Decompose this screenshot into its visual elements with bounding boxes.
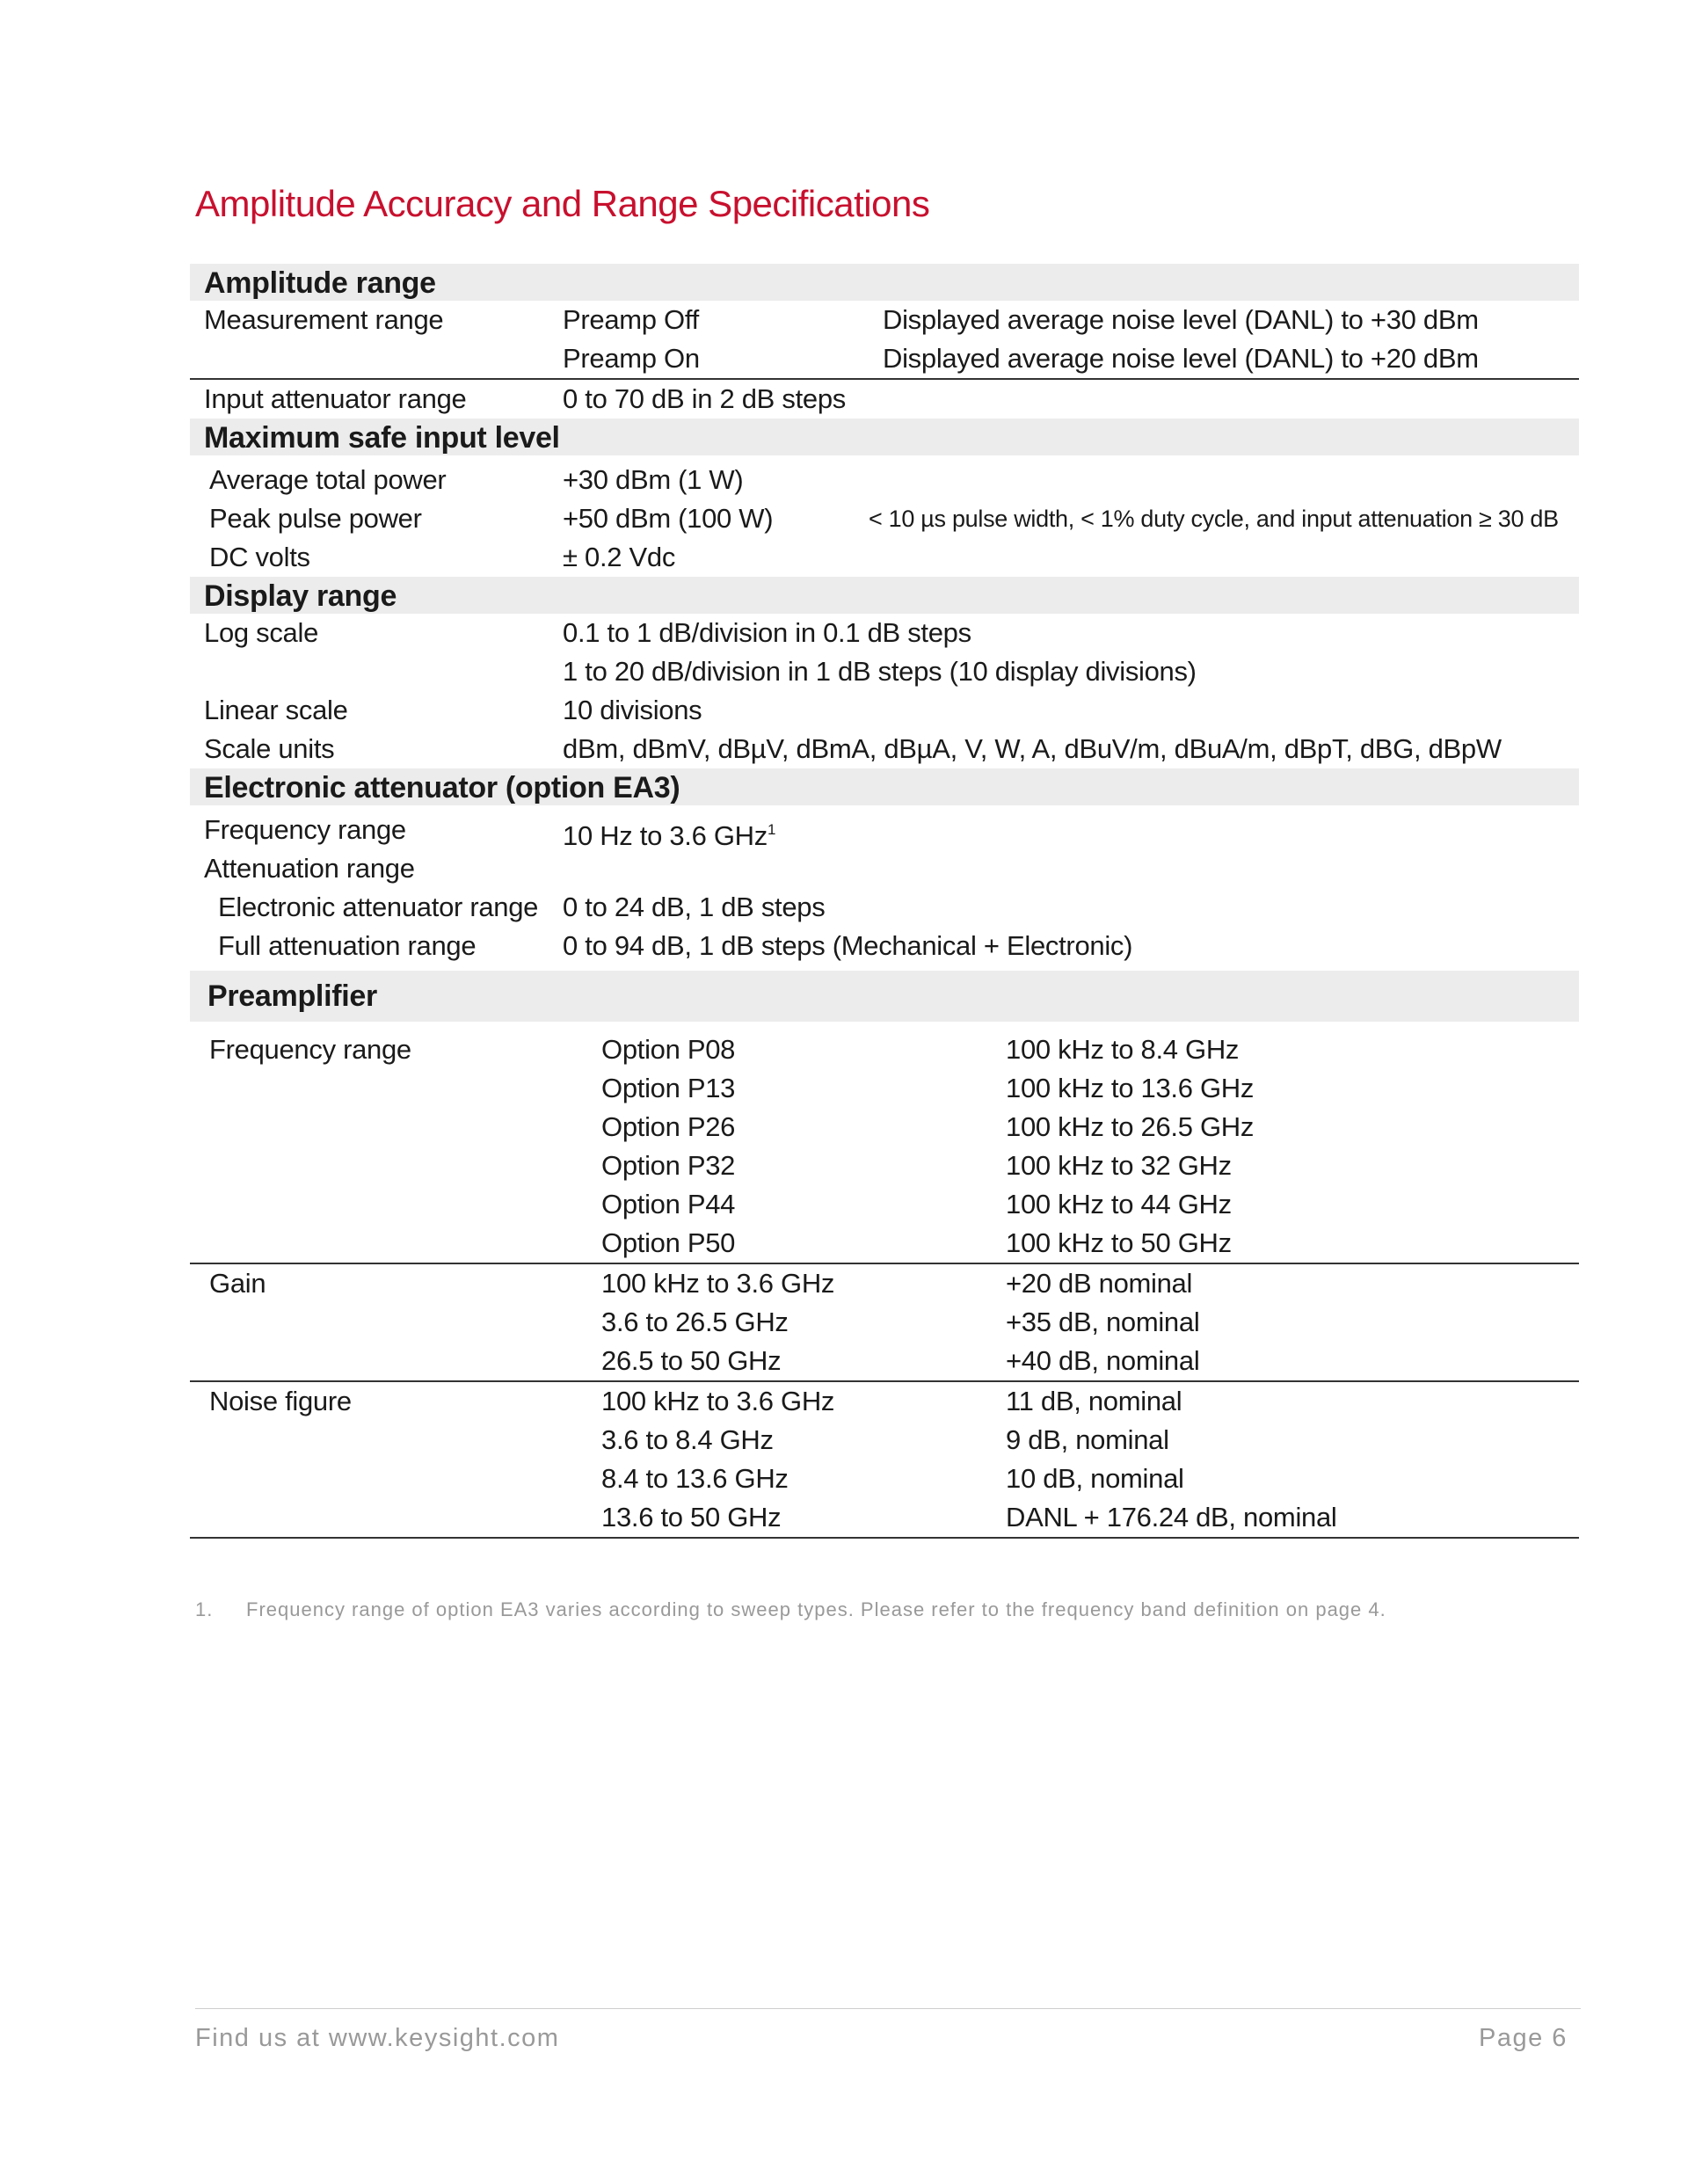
row-option: Option P44 — [601, 1189, 736, 1219]
table-row — [190, 1030, 1579, 1069]
row-value: DANL + 176.24 dB, nominal — [1006, 1502, 1337, 1532]
table-row — [190, 614, 1579, 652]
row-value: 100 kHz to 8.4 GHz — [1006, 1034, 1240, 1065]
footer-divider — [195, 2008, 1581, 2009]
row-value: Displayed average noise level (DANL) to +20 dBm — [883, 343, 1479, 374]
row-label: DC volts — [209, 542, 310, 572]
row-label: Measurement range — [204, 304, 444, 335]
table-row — [190, 461, 1579, 499]
table-row — [190, 691, 1579, 730]
row-value: 100 kHz to 32 GHz — [1006, 1150, 1232, 1181]
row-value: 100 kHz to 26.5 GHz — [1006, 1111, 1255, 1142]
row-label: Frequency range — [204, 814, 406, 845]
row-option: Option P32 — [601, 1150, 736, 1181]
row-condition: Preamp On — [563, 343, 700, 374]
table-row — [190, 339, 1579, 380]
table-row — [190, 1342, 1579, 1382]
footnote-ref: 1 — [767, 821, 776, 838]
row-value: 1 to 20 dB/division in 1 dB steps (10 display divisions) — [563, 656, 1197, 687]
table-row — [190, 1421, 1579, 1460]
row-option: Option P26 — [601, 1111, 736, 1142]
row-value: 9 dB, nominal — [1006, 1424, 1169, 1455]
row-band: 13.6 to 50 GHz — [601, 1502, 782, 1532]
table-row — [190, 499, 1579, 538]
row-band: 26.5 to 50 GHz — [601, 1345, 782, 1376]
row-value: dBm, dBmV, dBµV, dBmA, dBµA, V, W, A, dBuV/m, dBuA/m, dBpT, dBG, dBpW — [563, 733, 1502, 764]
table-row — [190, 380, 1579, 419]
table-row — [190, 927, 1579, 965]
table-row — [190, 1108, 1579, 1147]
footer-website-link[interactable]: Find us at www.keysight.com — [195, 2024, 560, 2052]
table-row — [190, 1382, 1579, 1421]
row-label: Linear scale — [204, 695, 348, 725]
spec-table — [190, 264, 1579, 1539]
section-heading-electronic-attenuator: Electronic attenuator (option EA3) — [190, 768, 1579, 805]
section-heading-amplitude-range: Amplitude range — [190, 264, 1579, 301]
table-row — [190, 301, 1579, 339]
row-value: 0 to 94 dB, 1 dB steps (Mechanical + Electronic) — [563, 930, 1133, 961]
table-row — [190, 1224, 1579, 1264]
row-label: Peak pulse power — [209, 503, 422, 534]
page-number: Page 6 — [1479, 2024, 1568, 2052]
row-value: 10 divisions — [563, 695, 702, 725]
row-label: Noise figure — [209, 1386, 352, 1416]
row-band: 3.6 to 26.5 GHz — [601, 1307, 789, 1337]
row-label: Frequency range — [209, 1034, 411, 1065]
row-label: Full attenuation range — [218, 930, 477, 961]
table-row — [190, 1185, 1579, 1224]
table-row — [190, 730, 1579, 768]
section-heading-display-range: Display range — [190, 577, 1579, 614]
row-label: Log scale — [204, 617, 319, 648]
row-value: +20 dB nominal — [1006, 1268, 1193, 1299]
row-value: 100 kHz to 44 GHz — [1006, 1189, 1232, 1219]
row-label: Scale units — [204, 733, 335, 764]
row-band: 100 kHz to 3.6 GHz — [601, 1268, 835, 1299]
footnote-text: Frequency range of option EA3 varies according to sweep types. Please refer to the frequency band definition on page 4. — [246, 1598, 1386, 1620]
row-value: +40 dB, nominal — [1006, 1345, 1200, 1376]
row-value: +35 dB, nominal — [1006, 1307, 1200, 1337]
row-value: Displayed average noise level (DANL) to +30 dBm — [883, 304, 1479, 335]
row-value: 0 to 70 dB in 2 dB steps — [563, 383, 846, 414]
footnote-number: 1. — [195, 1598, 214, 1620]
footnote — [195, 1598, 1386, 1621]
row-band: 3.6 to 8.4 GHz — [601, 1424, 774, 1455]
row-label: Electronic attenuator range — [218, 892, 539, 922]
table-row — [190, 888, 1579, 927]
table-row — [190, 538, 1579, 577]
row-option: Option P50 — [601, 1227, 736, 1258]
row-label: Gain — [209, 1268, 266, 1299]
section-heading-max-safe-input: Maximum safe input level — [190, 419, 1579, 455]
row-option: Option P13 — [601, 1073, 736, 1103]
row-value: 100 kHz to 13.6 GHz — [1006, 1073, 1255, 1103]
ea3-frequency-value: 10 Hz to 3.6 GHz — [563, 820, 768, 851]
table-row — [190, 1303, 1579, 1342]
table-row — [190, 1460, 1579, 1498]
row-band: 8.4 to 13.6 GHz — [601, 1463, 789, 1494]
row-value: 10 dB, nominal — [1006, 1463, 1184, 1494]
row-value: 0 to 24 dB, 1 dB steps — [563, 892, 826, 922]
table-row — [190, 1069, 1579, 1108]
row-value: +30 dBm (1 W) — [563, 464, 744, 495]
row-value: +50 dBm (100 W) — [563, 503, 774, 534]
row-option: Option P08 — [601, 1034, 736, 1065]
row-label: Input attenuator range — [204, 383, 467, 414]
row-label: Average total power — [209, 464, 447, 495]
table-row — [190, 1498, 1579, 1539]
table-row — [190, 849, 1579, 888]
row-label: Attenuation range — [204, 853, 415, 884]
table-row — [190, 811, 1579, 849]
section-heading-preamplifier: Preamplifier — [190, 971, 1579, 1022]
table-row — [190, 1147, 1579, 1185]
page-title: Amplitude Accuracy and Range Specifications — [195, 183, 930, 224]
row-note: < 10 µs pulse width, < 1% duty cycle, and input attenuation ≥ 30 dB — [869, 506, 1559, 532]
table-row — [190, 1264, 1579, 1303]
row-value: 0.1 to 1 dB/division in 0.1 dB steps — [563, 617, 971, 648]
row-value: 11 dB, nominal — [1006, 1386, 1182, 1416]
row-value: 100 kHz to 50 GHz — [1006, 1227, 1232, 1258]
row-condition: Preamp Off — [563, 304, 699, 335]
row-band: 100 kHz to 3.6 GHz — [601, 1386, 835, 1416]
table-row — [190, 652, 1579, 691]
row-value: ± 0.2 Vdc — [563, 542, 676, 572]
